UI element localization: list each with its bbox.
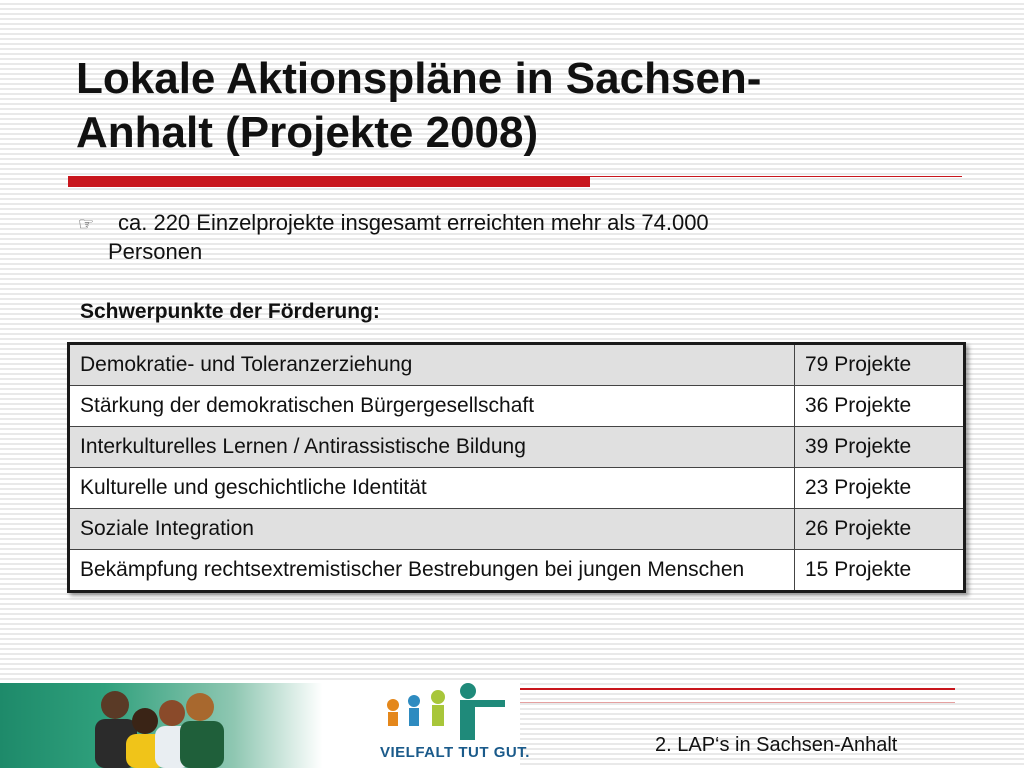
vielfalt-logo (387, 683, 505, 740)
count-cell: 79 Projekte (795, 344, 965, 386)
count-cell: 26 Projekte (795, 509, 965, 550)
count-cell: 23 Projekte (795, 468, 965, 509)
funding-table (67, 342, 966, 593)
slide-title-line1: Lokale Aktionspläne in Sachsen- (76, 54, 762, 103)
people-photo (95, 691, 224, 768)
table-row (69, 509, 965, 550)
topic-cell: Bekämpfung rechtsextremistischer Bestrebungen bei jungen Menschen (69, 550, 795, 592)
title-underline-bar (68, 176, 590, 187)
topic-cell: Demokratie- und Toleranzerziehung (69, 344, 795, 386)
bullet-text-line1: ca. 220 Einzelprojekte insgesamt erreichten mehr als 74.000 (118, 210, 709, 235)
topic-cell: Interkulturelles Lernen / Antirassistische Bildung (69, 427, 795, 468)
title-underline-line (590, 176, 962, 177)
table-row (69, 550, 965, 592)
table-row (69, 386, 965, 427)
topic-cell: Soziale Integration (69, 509, 795, 550)
count-cell: 36 Projekte (795, 386, 965, 427)
slide-title (76, 52, 976, 160)
table-row (69, 427, 965, 468)
topic-cell: Stärkung der demokratischen Bürgergesellschaft (69, 386, 795, 427)
count-cell: 39 Projekte (795, 427, 965, 468)
slide-title-line2: Anhalt (Projekte 2008) (76, 108, 539, 157)
footer-rule (520, 688, 955, 690)
table-row (69, 468, 965, 509)
table-row (69, 344, 965, 386)
bullet-point (78, 208, 838, 266)
topic-cell: Kulturelle und geschichtliche Identität (69, 468, 795, 509)
section-heading: Schwerpunkte der Förderung: (80, 300, 380, 323)
pointing-hand-icon: ☞ (78, 214, 95, 234)
footer-note: 2. LAP‘s in Sachsen-Anhalt (655, 734, 898, 756)
bullet-text-line2: Personen (108, 239, 203, 264)
logo-text: VIELFALT TUT GUT. (380, 744, 530, 761)
count-cell: 15 Projekte (795, 550, 965, 592)
footer-rule-thin (520, 702, 955, 703)
